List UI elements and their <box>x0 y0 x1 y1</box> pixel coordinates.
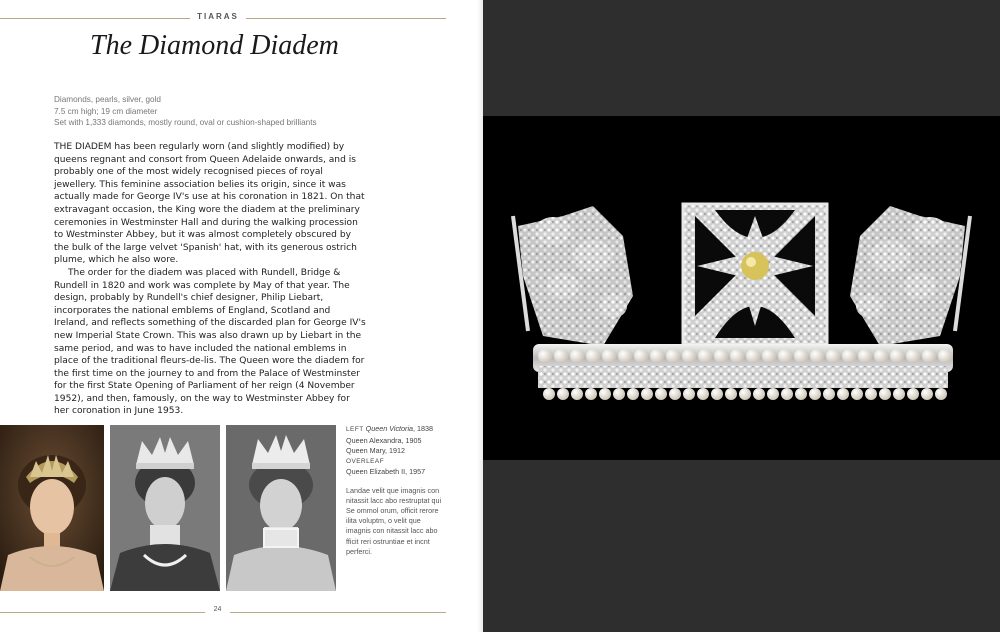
footer-rule-right <box>230 612 446 613</box>
body-text <box>54 141 366 418</box>
caption-left-label: LEFT <box>346 426 364 433</box>
body-paragraph-2: The order for the diadem was placed with Rundell, Bridge & Rundell in 1820 and work was complete by May of that year. The design, probably by Rundell's chief designer, Philip Liebart, incorporates the national emblems of England, Scotland and Ireland, and reflects something of the discarded plan for George IV's new Imperial State Crown. This was also drawn up by Liebart in the same period, and was to have included the national emblems in place of the traditional fleurs-de-lis. The Queen wore the diadem for the first time on the journey to and from the Palace of Westminster for the first State Opening of Parliament of her reign (4 November 1952), and then, famously, on the way to Westminster Abbey for her coronation in June 1953. <box>54 267 366 417</box>
diadem-photograph <box>483 116 1000 460</box>
right-page <box>483 0 1000 632</box>
page-number: 24 <box>213 606 222 613</box>
caption-overleaf-label: OVERLEAF <box>346 457 385 465</box>
page-title: The Diamond Diadem <box>90 30 339 61</box>
caption-queen-elizabeth: Queen Elizabeth II, 1957 <box>346 467 426 476</box>
spec-dimensions: 7.5 cm high; 19 cm diameter <box>54 106 158 116</box>
portrait-queen-alexandra <box>110 425 220 591</box>
caption-victoria-year: , 1838 <box>413 424 434 433</box>
caption-queen-alexandra: Queen Alexandra, 1905 <box>346 435 422 445</box>
spec-materials: Diamonds, pearls, silver, gold <box>54 95 161 104</box>
central-cross-pattee <box>683 204 827 344</box>
caption-filler-text: Landae velit que imagnis con nitassit lacc abo restruptat qui Se ommol orum, officit rerore ilita voluptm, o velit que imagnis con nitassit lacc abo fficit reri ostruntiae et incnt perferci. <box>346 485 442 556</box>
portrait-queen-victoria <box>0 425 104 591</box>
specifications <box>54 94 454 129</box>
footer-rule-left <box>0 612 205 613</box>
caption-queen-victoria: Queen Victoria <box>365 424 414 433</box>
running-header: TIARAS <box>197 12 239 21</box>
portrait-queen-mary <box>226 425 336 591</box>
header-rule-left <box>0 18 190 19</box>
picture-caption <box>346 424 446 557</box>
header-rule-right <box>246 18 446 19</box>
left-page <box>0 0 483 632</box>
spec-stones: Set with 1,333 diamonds, mostly round, oval or cushion-shaped brilliants <box>54 118 317 127</box>
caption-queen-mary: Queen Mary, 1912 <box>346 446 405 455</box>
body-paragraph-1: THE DIADEM has been regularly worn (and slightly modified) by queens regnant and consort from Queen Adelaide onwards, and is probably one of the most widely recognised pieces of royal jewellery. This feminine association belies its origin, since it was actually made for George IV's use at his coronation in 1821. On that extravagant occasion, the King wore the diadem at the preliminary ceremonies in Westminster Hall and during the walking procession to Westminster Abbey, but it was almost completely obscured by the bulk of the large velvet 'Spanish' hat, with its generous ostrich plume, which he also wore. <box>54 142 365 266</box>
lower-pearl-row <box>543 388 947 400</box>
